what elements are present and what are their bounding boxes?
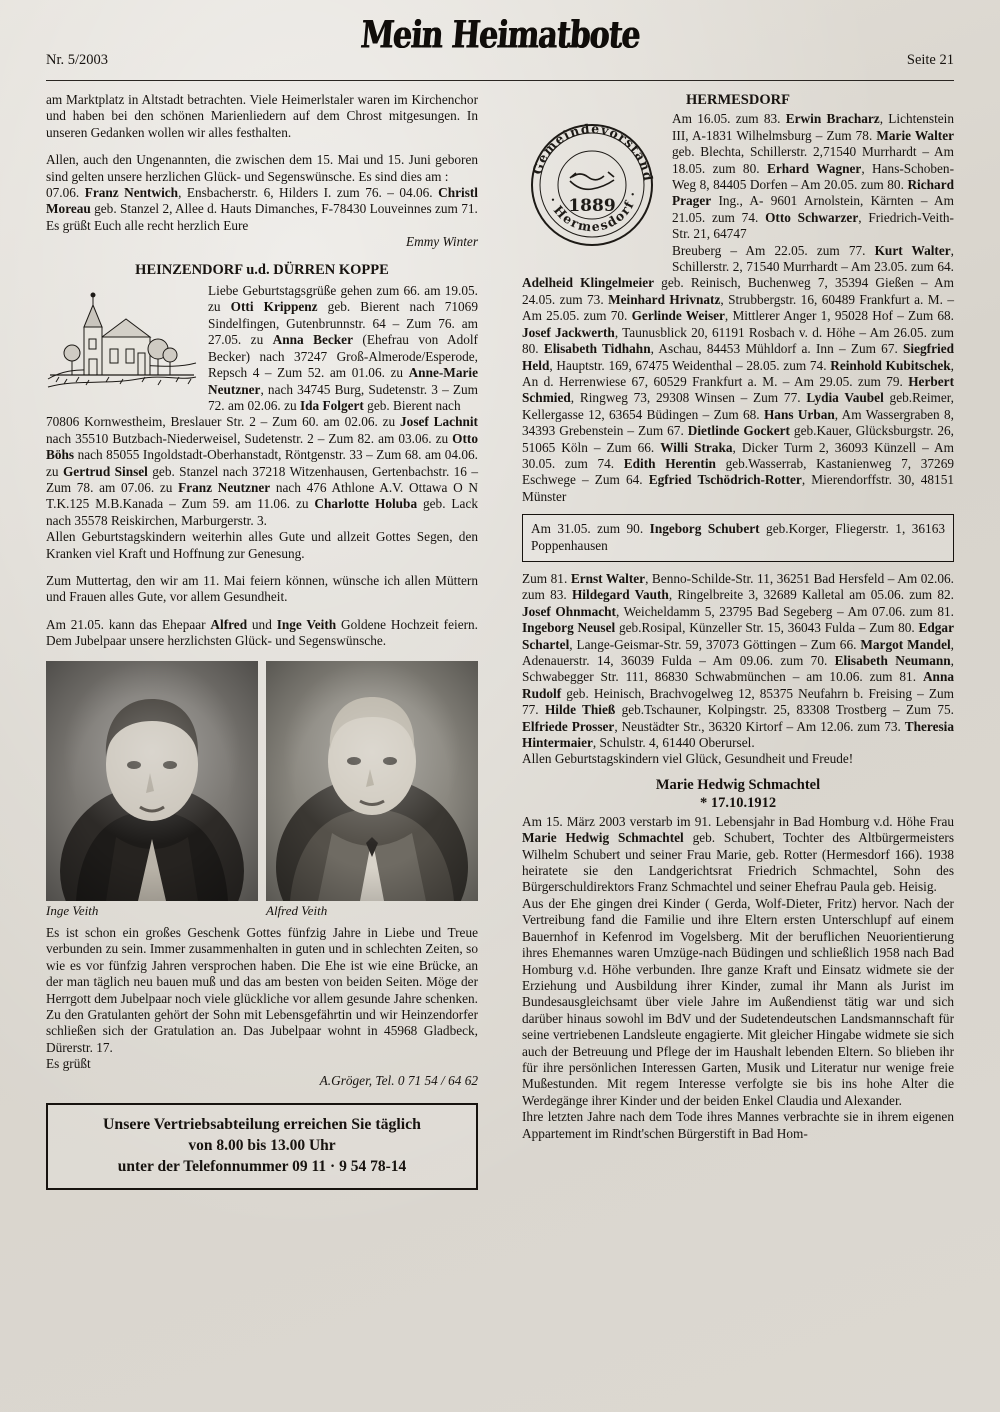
community-seal [522, 115, 662, 255]
highlight-birthday-text: Am 31.05. zum 90. Ingeborg Schubert geb.Korger, Fliegerstr. 1, 36163 Poppenhausen [531, 521, 945, 553]
obituary-paragraph-1: Am 15. März 2003 verstarb im 91. Lebensjahr in Bad Homburg v.d. Höhe Frau Marie Hedwig Schmachtel geb. Schubert, Tochter des Altbürgermeisters Wilhelm Schubert und seiner Frau Marie, geb. Rotter (Hermesdorf 166). 1938 heiratete sie den Landgerichtsrat Friedrich Schmachtel, Sohn des Bürgerschuldirektors Franz Schmachtel und seiner Ehefrau Paula geb. Heisig. [522, 813, 954, 895]
svg-text:Gemeindevorstand: Gemeindevorstand [529, 121, 657, 184]
obituary-birthdate: * 17.10.1912 [699, 794, 777, 811]
hermesdorf-body-1: Am 16.05. zum 83. Erwin Bracharz, Lichtenstein III, A-1831 Wilhelmsburg – Zum 78. Marie Walter geb. Blechta, Schillerstr. 2,71540 Murrhardt – Am 18.05. zum 80. Erhard Wagner, Hans-Schoben-Weg 8, 84405 Dorfen – Am 20.05. zum 80. Richard Prager Ing., A- 9601 Arnolstein, Kärnten – Am 21.05. zum 74. Otto Schwarzer, Friedrich-Veith-Str. 21, 64747 [672, 111, 955, 242]
section-title-heinzendorf: HEINZENDORF u.d. DÜRREN KOPPE [135, 261, 389, 278]
masthead-title: Mein Heimatbote [358, 13, 642, 58]
golden-wedding-note: Am 21.05. kann das Ehepaar Alfred und Inge Veith Goldene Hochzeit feiern. Dem Jubelpaar unsere herzlichsten Glück- und Segenswünsche. [46, 616, 479, 649]
ad-line-3: unter der Telefonnummer 09 11 · 9 54 78-14 [117, 1158, 407, 1176]
photo-caption-alfred: Alfred Veith [266, 902, 328, 918]
hermesdorf-body-3: Zum 81. Ernst Walter, Benno-Schilde-Str. 11, 36251 Bad Hersfeld – Am 02.06. zum 83. Hildegard Vauth, Ringelbreite 3, 32689 Kalletal am 05.06. zum 82. Josef Ohnmacht, Weicheldamm 5, 23795 Bad Segeberg – Am 07.06. zum 81. Ingeborg Neusel geb.Rosipal, Künzeller Str. 15, 36043 Fulda – Zum 80. Edgar Schartel, Lange-Geismar-Str. 59, 37073 Göttingen – Zum 66. Margot Mandel, Adenauerstr. 14, 36039 Fulda – Am 09.06. zum 70. Elisabeth Neumann, Schwabegger Str. 111, 86830 Schwabmünchen – am 10.06. zum 81. Anna Rudolf geb. Heinisch, Brachvogelweg 12, 85375 Neufahrn b. Freising – Zum 77. Hilde Thieß geb.Tschauner, Kolpingstr. 25, 83308 Trostberg – Zum 75. Elfriede Prosser, Neustädter Str., 36320 Kirtorf – Am 12.06. zum 73. Theresia Hintermaier, Schulstr. 4, 61440 Oberursel. [522, 570, 954, 751]
continued-paragraph: am Marktplatz in Altstadt betrachten. Viele Heimerlstaler waren im Kirchenchor und haben bei den schönen Marienliedern auf dem Chrost mitgesungen. In unseren Gedanken wollen wir alles festhalten. [46, 92, 478, 140]
highlight-birthday-box [522, 514, 954, 562]
photo-vignette [46, 661, 258, 901]
ad-line-2: von 8.00 bis 13.00 Uhr [188, 1137, 336, 1155]
masthead [0, 13, 1000, 58]
photo-inge-veith [46, 661, 258, 901]
mothers-day-note: Zum Muttertag, den wir am 11. Mai feiern können, wünsche ich allen Müttern und Frauen alles Gute, vor allem Gesundheit. [46, 572, 478, 605]
obituary-heading [522, 776, 954, 812]
page-number: Seite 21 [906, 52, 954, 68]
obituary-paragraph-3: Ihre letzten Jahre nach dem Tode ihres Mannes verbrachte sie in ihrem eigenen Appartement im Rindt'schen Bürgerstift in Bad Hom- [522, 1109, 954, 1141]
distribution-ad-box [46, 1103, 478, 1190]
column-right [522, 92, 954, 1142]
heinzendorf-body-1: Liebe Geburtstagsgrüße gehen zum 66. am 19.05. zu Otti Krippenz geb. Bierent nach 71069 Sindelfingen, Gutenbrunnstr. 64 – Zum 76. am 27.05. zu Anna Becker (Ehefrau von Adolf Becker) nach 37247 Groß-Almerode/Esperode, Repsch 4 – Zum 52. am 01.06. zu Anne-Marie Neutzner, nach 34745 Burg, Sudetenstr. 3 – Zum 72. am 02.06. zu Ida Folgert geb. Bierent nach [208, 283, 478, 413]
issue-number: Nr. 5/2003 [46, 52, 109, 68]
obituary-name: Marie Hedwig Schmachtel [655, 776, 821, 793]
issue-line [46, 52, 954, 69]
svg-text:1889: 1889 [568, 196, 616, 217]
closing-line: Es grüßt Euch alle recht herzlich Eure [46, 217, 249, 233]
ad-line-1: Unsere Vertriebsabteilung erreichen Sie täglich [103, 1116, 421, 1134]
obituary-paragraph-2: Aus der Ehe gingen drei Kinder ( Gerda, Wolf-Dieter, Fritz) hervor. Nach der Vertreibung fand die Familie und ihre Eltern ersten Unterschlupf auf einem Bauernhof in Kefenrod im Vogelsberg. Mit der beruflichen Neuorientierung ihres Ehemannes waren Umzüge-nach Büdingen und schließlich 1958 nach Bad Homburg v.d. Höhe verbunden. Ihre ganze Kraft und Einsatz widmete sie der Erziehung und Ausbildung ihrer Kinder, zumal ihr Mann als Jurist im Bundesausgleichsamt über viele Jahre im Außendienst tätig war und sich darüber hinaus sowohl im BdV und der Sudetendeutschen Landsmannschaft für seine vertriebenen Landsleute engagierte. Mit gleicher Hingabe widmete sie sich auch der Betreuung und Pflege der im Haushalt lebenden Eltern. So blieben ihr für ihre persönlichen Interessen Garten, Musik und Literatur nur wenige freie Mußestunden. Mit regem Interesse verfolgte sie bis ins hohe Alter die Werdegänge ihrer Kinder und der beiden Enkel Claudia und Alexander. [522, 895, 954, 1108]
column-left [46, 92, 478, 1190]
svg-text:· Hermesdorf ·: · Hermesdorf · [545, 189, 641, 235]
hermesdorf-body-2: Breuberg – Am 22.05. zum 77. Kurt Walter, Schillerstr. 2, 71540 Murrhardt – Am 23.05. zum 64. Adelheid Klingelmeier geb. Reinisch, Buchenweg 7, 35394 Gießen – Am 24.05. zum 73. Meinhard Hrivnatz, Strubbergstr. 16, 60489 Frankfurt a. M. – Am 25.05. zum 70. Gerlinde Weiser, Mittlerer Anger 1, 95028 Hof – Zum 68. Josef Jackwerth, Taunusblick 20, 61191 Rosbach v. d. Höhe – Am 26.05. zum 80. Elisabeth Tidhahn, Aschau, 84453 Mühldorf a. Inn – Zum 67. Siegfried Held, Hauptstr. 169, 67475 Weidenthal – 28.05. zum 74. Reinhold Kubitschek, An d. Herrenwiese 67, 60529 Frankfurt a. M. – Am 29.05. zum 79. Herbert Schmied, Ringweg 73, 29308 Winsen – Zum 77. Lydia Vaubel geb.Reimer, Kellergasse 12, 63654 Büdingen – Zum 68. Hans Urban, Am Wassergraben 8, 34393 Grebenstein – Zum 67. Dietlinde Gockert geb.Kauer, Glücksburgstr. 26, 51065 Köln – Zum 66. Willi Straka, Dicker Turm 2, 36093 Künzell – Am 30.05. zum 74. Edith Herentin geb.Wasserrab, Kastanienweg 7, 37269 Eschwege – Zum 64. Egfried Tschödrich-Rotter, Mierendorffstr. 30, 48151 Münster [522, 242, 955, 504]
birthday-list-left: 07.06. Franz Nentwich, Ensbacherstr. 6, Hilders I. zum 76. – 04.06. Christl Moreau geb. Stanzel 2, Allee d. Hauts Dimanches, F-78430 Louveinnes zum 71. [46, 185, 479, 217]
heinzendorf-body-2: 70806 Kornwestheim, Breslauer Str. 2 – Zum 60. am 02.06. zu Josef Lachnit nach 35510 Butzbach-Niederweisel, Sudetenstr. 2 – Zum 82. am 03.06. zu Otto Böhs nach 85055 Ingoldstadt-Oberhanstadt, Röntgenstr. 33 – Zum 68. am 04.06. zu Gertrud Sinsel geb. Stanzel nach 37218 Witzenhausen, Gertenbachstr. 16 – Zum 78. am 07.06. zu Franz Neutzner nach 476 Athlone A.V. Ottawa O N T.K.125 M.B.Kanada – Zum 59. am 11.06. zu Charlotte Holuba geb. Lack nach 35578 Reiskirchen, Marburgerstr. 3. [46, 414, 479, 528]
section-title-hermesdorf: HERMESDORF [686, 92, 790, 108]
photo-captions [46, 903, 478, 919]
golden-wedding-text: Es ist schon ein großes Geschenk Gottes fünfzig Jahre in Liebe und Treue verbunden zu sein. Immer zusammenhalten in guten und in schlechten Zeiten, so wie es vor fünfzig Jahren versprochen haben. Die Ehe ist wie eine Brücke, an der man täglich neu bauen muß und das am besten von beiden Seiten. Möge der Herrgott dem Jubelpaar noch viele glückliche vor allem gesunde Jahre schenken. Zu den Gratulanten gehört der Sohn mit Lebensgefährtin und wir Heinzendorfer schließen sich der Gratulation an. Das Jubelpaar wohnt in 45968 Gladbeck, Dürerstr. 17. [46, 925, 478, 1055]
greetings-intro: Allen, auch den Ungenannten, die zwischen dem 15. Mai und 15. Juni geboren sind gelten unsere herzlichen Glück- und Segenswünsche. Es sind dies am : [46, 152, 478, 184]
signature-emmy-winter: Emmy Winter [405, 234, 478, 250]
signature-groeger: A.Gröger, Tel. 0 71 54 / 64 62 [319, 1072, 478, 1088]
header-rule [46, 80, 954, 81]
photo-caption-inge: Inge Veith [46, 902, 99, 918]
hermesdorf-wishes: Allen Geburtstagskindern viel Glück, Gesundheit und Freude! [522, 751, 854, 767]
church-illustration [46, 287, 198, 399]
photo-vignette [266, 661, 478, 901]
photo-alfred-veith [266, 661, 478, 901]
heinzendorf-body-3: Allen Geburtstagskindern weiterhin alles Gute und allzeit Gottes Segen, den Kranken viel Kraft und Hoffnung zur Genesung. [46, 529, 478, 561]
closing-greeting: Es grüßt [46, 1056, 91, 1072]
photo-pair [46, 661, 478, 901]
